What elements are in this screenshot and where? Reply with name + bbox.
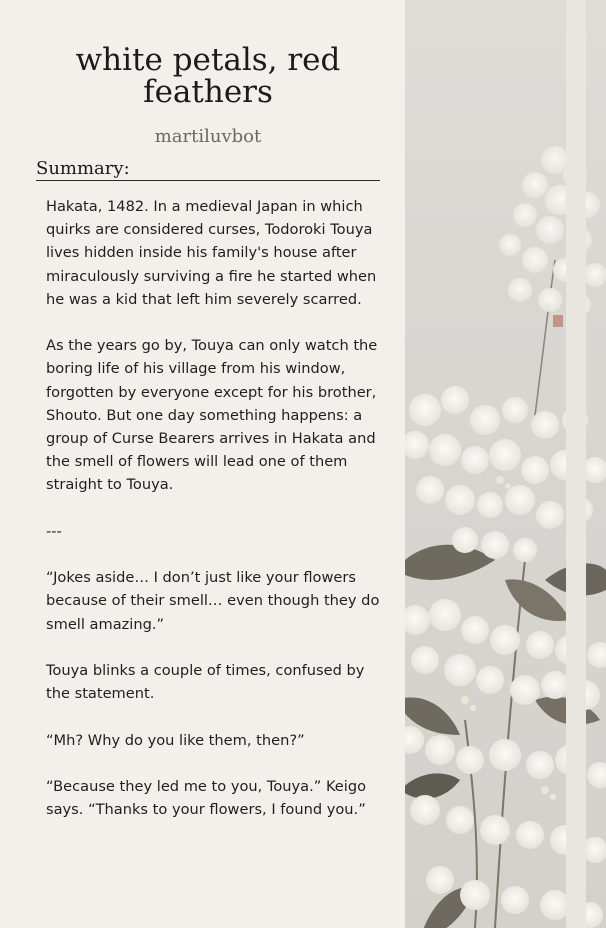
summary-paragraph: “Jokes aside… I don’t just like your flowers because of their smell… even though they do smell amazing.”: [46, 569, 380, 633]
author-name: martiluvbot: [154, 126, 262, 147]
summary-paragraph: Touya blinks a couple of times, confused by the statement.: [46, 662, 365, 703]
summary-body: [46, 195, 386, 845]
summary-paragraph: “Mh? Why do you like them, then?”: [46, 731, 305, 749]
vertical-paper-strip: [566, 0, 586, 928]
summary-heading: Summary:: [36, 158, 380, 181]
work-title: white petals, red feathers: [75, 42, 341, 110]
summary-paragraph: As the years go by, Touya can only watch the boring life of his village from his window, forgotten by everyone except for his brother, Shouto. But one day something happens: a group of Curse Bearers arrives in Hakata and the smell of flowers will lead one of them straight to Touya.: [46, 337, 378, 494]
section-divider: ---: [46, 522, 62, 540]
red-seal-stamp: [553, 315, 563, 327]
summary-paragraph: “Because they led me to you, Touya.” Keigo says. “Thanks to your flowers, I found you.”: [46, 777, 367, 819]
summary-paragraph: Hakata, 1482. In a medieval Japan in which quirks are considered curses, Todoroki Touya lives hidden inside his family's house after miraculously surviving a fire he started when he was a kid that left him severely scarred.: [46, 198, 377, 308]
